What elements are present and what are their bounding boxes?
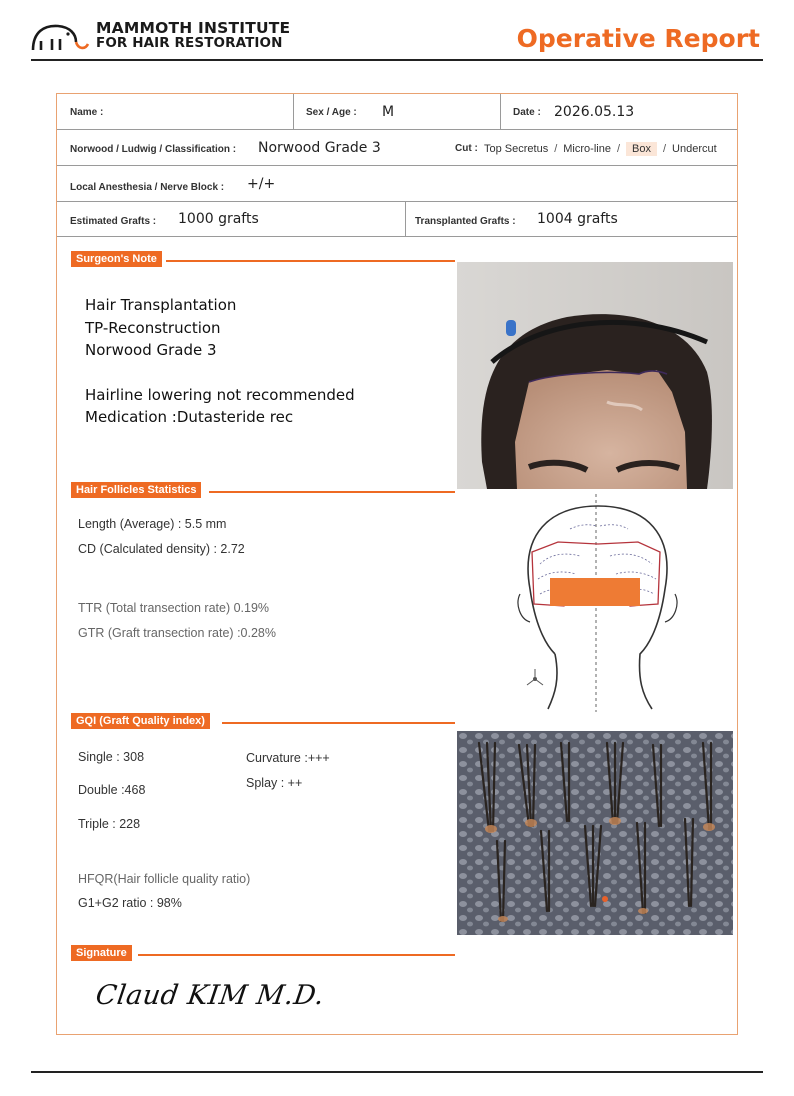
anesthesia-field[interactable]: +/+ [247,176,276,192]
splay: Splay : ++ [246,776,303,790]
graft-transection-rate: GTR (Graft transection rate) :0.28% [78,626,276,640]
cut-label: Cut : [455,143,478,154]
note-line: TP-Reconstruction [85,318,221,337]
g1-g2-ratio: G1+G2 ratio : 98% [78,896,182,910]
note-line: Hair Transplantation [85,296,237,314]
surgeons-note-text [85,294,355,429]
cut-option-box[interactable]: Box [626,142,657,156]
gqi-heading: GQI (Graft Quality index) [71,713,210,729]
section-rule [209,491,455,493]
section-rule [138,954,455,956]
date-field[interactable]: 2026.05.13 [554,104,635,120]
triple-grafts: Triple : 228 [78,817,141,831]
transplanted-grafts-label: Transplanted Grafts : [415,216,516,227]
total-transection-rate: TTR (Total transection rate) 0.19% [78,601,270,615]
cut-options: Top Secretus / Micro-line / Box / Undercut [484,143,717,155]
section-rule [222,722,455,724]
org-line-1: MAMMOTH INSTITUTE [96,19,291,37]
surgeons-note-heading: Surgeon's Note [71,251,162,267]
section-rule [166,260,455,262]
organization-name [96,20,290,51]
divider [500,94,501,129]
estimated-grafts-label: Estimated Grafts : [70,216,157,227]
calculated-density: CD (Calculated density) : 2.72 [78,542,245,556]
signature-heading: Signature [71,945,132,961]
patient-info-row [57,94,737,130]
single-grafts: Single : 308 [78,750,145,764]
mammoth-logo-icon [30,20,92,52]
transplanted-grafts-field[interactable]: 1004 grafts [537,211,618,227]
name-label: Name : [70,107,104,118]
curvature: Curvature :+++ [246,751,330,765]
note-line: Hairline lowering not recommended [85,385,355,404]
grafts-row [57,202,737,237]
header-divider [31,59,763,61]
doctor-signature: Claud KIM M.D. [93,980,327,1011]
hfqr-label: HFQR(Hair follicle quality ratio) [78,872,251,886]
anesthesia-row [57,166,737,202]
double-grafts: Double :468 [78,783,146,797]
grafts-photo [457,731,733,935]
estimated-grafts-field[interactable]: 1000 grafts [178,211,259,227]
head-diagram-icon [510,494,685,712]
footer-divider [31,1071,763,1073]
report-title: Operative Report [516,24,760,53]
divider [405,202,406,236]
note-line: Medication :Dutasteride rec [85,408,294,426]
cut-option-undercut[interactable]: Undercut [672,143,717,155]
anesthesia-label: Local Anesthesia / Nerve Block : [70,182,225,193]
classification-field[interactable]: Norwood Grade 3 [258,140,381,156]
classification-label: Norwood / Ludwig / Classification : [70,144,237,155]
note-line [85,362,355,384]
sex-age-label: Sex / Age : [306,107,357,118]
cut-option-micro-line[interactable]: Micro-line [563,143,611,155]
org-line-2: FOR HAIR RESTORATION [96,35,283,51]
cut-option-top-secretus[interactable]: Top Secretus [484,143,549,155]
classification-row [57,130,737,166]
divider [293,94,294,129]
length-average: Length (Average) : 5.5 mm [78,517,227,531]
date-label: Date : [513,107,541,118]
sex-age-field[interactable]: M [382,104,395,120]
hairline-photo [457,262,733,489]
follicle-statistics-heading: Hair Follicles Statistics [71,482,201,498]
note-line: Norwood Grade 3 [85,341,217,359]
